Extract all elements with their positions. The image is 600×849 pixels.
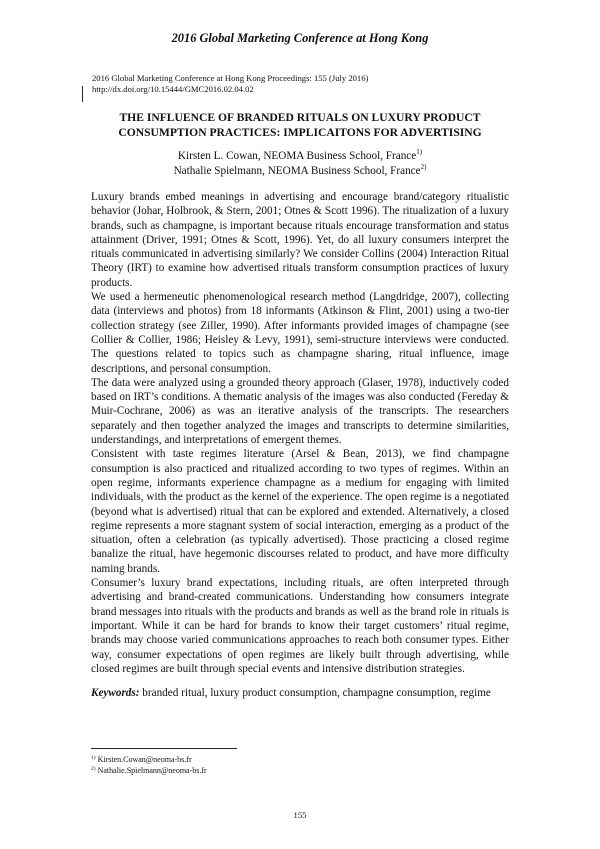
author-1-name: Kirsten L. Cowan, NEOMA Business School, France: [177, 150, 417, 162]
proceedings-citation: 2016 Global Marketing Conference at Hong Kong Proceedings: 155 (July 2016): [92, 73, 369, 83]
paper-title: [60, 111, 540, 140]
page-number: 155: [293, 810, 307, 820]
paragraph-1: Luxury brands embed meanings in advertising and encourage brand/category ritualistic behavior (Johar, Holbrook, & Stern, 2001; Otnes & Scott 1996). The ritualization of a luxury brands, such as champagne, is important because rituals encourage transformation and status attainment (Driver, 1991; Otnes & Scott, 1996). Yet, do all luxury consumers interpret the rituals communicated in advertising similarly? We consider Collins (2004) Interaction Ritual Theory (IRT) to examine how advertised rituals transform consumption practices of luxury products.: [91, 191, 509, 289]
paragraph-5: Consumer’s luxury brand expectations, including rituals, are often interpreted through advertising and brand-created communications. Understanding how consumers integrate brand messages into rituals with the products and brands as well as the brand role in rituals is important. While it can be hard for brands to know their target customers’ ritual regime, brands may choose varied communications approaches to reach both consumer types. Either way, consumer expectations of open regimes are likely built through advertising, while closed regimes are built through special events and intensive distribution strategies.: [91, 577, 509, 675]
running-header: 2016 Global Marketing Conference at Hong Kong: [171, 31, 429, 45]
author-1: [60, 149, 540, 164]
keywords-label: Keywords:: [91, 687, 140, 700]
paragraph-3: The data were analyzed using a grounded theory approach (Glaser, 1978), inductively coded based on IRT’s conditions. A thematic analysis of the images was also conducted (Fereday & Muir-Cochrane, 2006) as was an iterative analysis of the transcripts. The researchers separately and then together analyzed the images and transcripts to determine similarities, understandings, and interpretations of emergent themes.: [91, 376, 509, 447]
abstract-body: [91, 190, 509, 700]
footnote-1-mark: 1): [91, 755, 96, 761]
author-2-name: Nathalie Spielmann, NEOMA Business School, France: [173, 165, 421, 177]
paragraph-2: We used a hermeneutic phenomenological research method (Langdridge, 2007), collecting data (interviews and photos) from 18 informants (Atkinson & Flint, 2001) using a two-tier collection strategy (see Ziller, 1990). After informants provided images of champagne (see Collier & Collier, 1986; Heisley & Levy, 1991), semi-structure interviews were conducted. The questions related to topics such as champagne sharing, ritual influence, image descriptions, and personal consumption.: [91, 291, 509, 375]
margin-mark: [82, 86, 83, 102]
author-list: [60, 149, 540, 179]
keywords-text: branded ritual, luxury product consumption, champagne consumption, regime: [142, 687, 491, 700]
proceedings-info: [92, 73, 368, 95]
keywords: [91, 686, 509, 700]
footnotes: [91, 754, 207, 776]
footnote-1: [91, 754, 207, 765]
author-2: [60, 164, 540, 179]
paragraph-4: Consistent with taste regimes literature (Arsel & Bean, 2013), we find champagne consumption is also practiced and ritualized according to two types of regimes. Within an open regime, informants experience champagne as a medium for engaging with limited individuals, with the product as the kernel of the experience. The open regime is a negotiated (beyond what is advertised) ritual that can be explored and extended. Alternatively, a closed regime represents a more stagnant system of social interaction, emerging as a product of the situation, often a celebration (as typically advertised). Those practicing a closed regime banalize the ritual, have hegemonic discourses related to product, and have more difficulty naming brands.: [91, 448, 509, 575]
footnote-2: [91, 765, 207, 776]
title-line-2: CONSUMPTION PRACTICES: IMPLICAITONS FOR ADVERTISING: [118, 125, 482, 139]
footnote-2-email[interactable]: Nathalie.Spielmann@neoma-bs.fr: [97, 766, 207, 775]
footnote-2-mark: 2): [91, 766, 96, 772]
title-line-1: THE INFLUENCE OF BRANDED RITUALS ON LUXURY PRODUCT: [119, 111, 481, 124]
footnote-divider: [91, 748, 237, 749]
footnote-1-email[interactable]: Kirsten.Cowan@neoma-bs.fr: [97, 755, 192, 764]
doi-link[interactable]: http://dx.doi.org/10.15444/GMC2016.02.04.02: [92, 84, 254, 94]
author-1-footnote-mark: 1): [416, 148, 423, 156]
author-2-footnote-mark: 2): [420, 163, 427, 171]
